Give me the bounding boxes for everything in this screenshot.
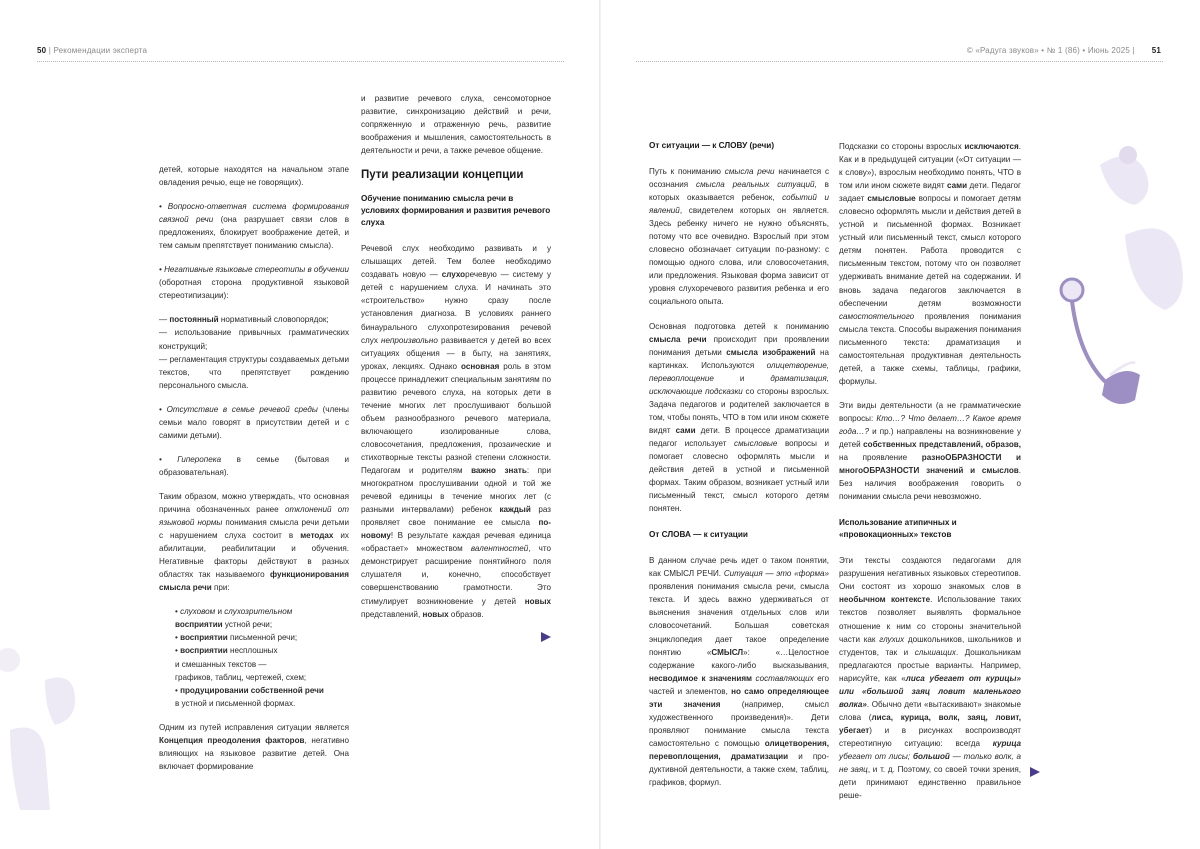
paragraph: Основная подготовка детей к пониманию смысла речи происходит при проявлении понимания детьми смысла изображений на картинках. Используются олицетворение, перевоплощение и драматизация, исключающие подсказки со стороны взрослых. Задача педагогов и родителей заключается в том, чтобы понять, ЧТО в том или ином сюжете видят сами дети. В процессе драматизации педагог использует смысловые вопросы и помогает словесно оформлять мысли и действия детей в устной и письменной формах. Таким образом, возникает устный или письменный текст, смысл которого детям понятен. xyxy=(649,321,830,514)
list-item: • слуховом и слухозрительном xyxy=(175,607,293,617)
list-item: — постоянный нормативный словопорядок; xyxy=(159,315,329,325)
paragraph: Таким образом, можно утверждать, что основная причина обозначенных ранее отклонений от языковой нормы понимания смысла речи детьми с нарушением слуха состоит в методах их абилитации, реабилитации и обучения. Негативные факторы действуют в разных областях так называемого функционирования смысла речи при: xyxy=(159,491,349,593)
list-item: • продуцировании собственной речи xyxy=(175,685,324,695)
paragraph: Эти тексты создаются педагогами для разрушения негативных языковых стереотипов. Они состоят из хорошо знакомых слов в необычном контексте. Использование таких текстов позволяет выявлять формальное отношение к ним со стороны значительной части как глухих дошкольников, школьников и студентов, так и слышащих. Дошкольникам предлагаются простые варианты. Например, нарисуйте, как «лиса убегает от курицы» или «большой заяц ловит маленького волка». Обычно дети «вытаскивают» знакомые слова (лиса, курица, волк, заяц, ловит, убегает) и в рисунках воспроизводят стереотипную ситуацию: всегда курица убегает от лисы; большой — только волк, а не заяц, и т. д. Поэтому, со своей точки зрения, дети принимают единственно правильное реше- xyxy=(839,556,1022,801)
column-1 xyxy=(159,163,349,773)
subsection-heading: Обучение пониманию смысла речи в условиях формирования и развития речевого слуха xyxy=(361,194,551,228)
stereotype-list xyxy=(159,313,349,391)
page-spine xyxy=(599,0,601,849)
paragraph: Эти виды деятельности (а не грамматические вопросы: Кто…? Что делает…? Какое время года…? и пр.) направлены на возникновение у детей собственных представлений, образов, на проявление разноОБРАЗНОСТИ и многоОБРАЗНОСТИ значений и смыслов. Без наличия воображения говорить о понимании смысла речи невозможно. xyxy=(839,400,1021,502)
paragraph: Речевой слух необходимо развивать и у слышащих детей. Тем более необходимо создавать новую — слухоречевую — систему у детей с нарушением слуха. И начинать это «строительство» нужно сразу после установления диагноза. В условиях раннего бинаурального слухопротезирования речевой слух непроизвольно развивается у детей во всех ситуациях общения — в быту, на занятиях, уроках, лекциях. Однако основная роль в этом процессе принадлежит специальным занятиям по развитию речевого слуха, на которых дети в течение многих лет прослушивают большой объем разнообразного речевого материала, включающего изолированные слова, словосочетания, предложения, прозаические и стихотворные тексты разной степени сложности. Педагогам и родителям важно знать: при многократном прослушивании одной и той же речевой единицы в течение многих лет (с разными интервалами) ребенок каждый раз проявляет свое понимание ее смысла по-новому! В результате каждая речевая единица «обрастает» множеством валентностей, что демонстрирует расширение понятийного поля слушателя и, конечно, способствует совершенствованию грамотности. Это стимулирует возникновение у детей новых представлений, новых образов. xyxy=(361,244,552,619)
list-item: • восприятии письменной речи; xyxy=(175,633,298,643)
paragraph: Подсказки со стороны взрослых исключаются. Как и в предыдущей ситуации («От ситуации — к слову»), взрослым необходимо понять, ЧТО в том или ином сюжете видят сами дети. Педагог задает смысловые вопросы и помогает детям словесно оформлять мысли и действия детей в устной и письменной формах. Возникает устный или письменный текст, смысл которого детям понятен. Работа проводится с письменным текстом, потому что он позволяет удерживать внимание детей на содержании. И вновь задача педагогов заключается в обеспечении детям возможности самостоятельного проявления понимания смысла текста. Способы выражения понимания письменного текста: драматизация и самостоятельная продуктивная деятельность детей, а также схемы, таблицы, графики, формулы. xyxy=(839,142,1021,386)
right-header-divider xyxy=(636,61,1163,62)
column-3 xyxy=(649,140,829,789)
paragraph: • Негативные языковые стереотипы в обучении (оборотная сторона продуктивной языковой стереотипизации): xyxy=(159,265,349,301)
subsection-heading: От СЛОВА — к ситуации xyxy=(649,530,748,540)
paragraph: Путь к пониманию смысла речи начинается с осознания смысла реальных ситуаций, в которых оказывается ребенок, событий и явлений, свидетелем которых он является. Здесь ребенку ничего не нужно объяснять, потому что все очевидно. Взрослый при этом словесно обозначает ситуации по-разному: с помощью одного слова, или словосочетания, или предложения. Языковая форма зависит от уровня слухоречевого развития ребенка и его социального опыта. xyxy=(649,167,830,307)
paragraph: Одним из путей исправления ситуации является Концепция преодоления факторов, негативно влияющих на языковое развитие детей. Она включает формирование xyxy=(159,722,349,771)
paragraph: В данном случае речь идет о таком понятии, как СМЫСЛ РЕЧИ. Ситуация — это «форма» проявления понимания смысла речи, смысла текста. И здесь важно удерживаться от выяснения значения отдельных слов или словосочетаний. Большая советская энциклопедия дает такое определение понятию «СМЫСЛ»: «…Целостное содержание какого-либо высказывания, несводимое к значениям составляющих его частей и элементов, но само определяющее эти значения (например, смысл художественного произведения)». Дети проявляют понимание смысла текста самостоятельно с помощью олицетворения, перевоплощения, драматизации и про-дуктивной деятельности, а также схем, таблиц, графиков, формул. xyxy=(649,556,829,788)
list-item: в устной и письменной формах. xyxy=(175,698,296,708)
list-item: восприятии устной речи; xyxy=(175,620,273,630)
right-page-header xyxy=(967,46,1161,55)
perception-list xyxy=(159,605,349,709)
paragraph: • Гиперопека в семье (бытовая и образовательная). xyxy=(159,454,349,477)
list-item: и смешанных текстов — xyxy=(175,659,267,669)
subsection-heading: От ситуации — к СЛОВУ (речи) xyxy=(649,141,775,150)
continue-arrow-icon xyxy=(1030,767,1040,777)
hearing-aid-decoration-right-icon xyxy=(1040,125,1200,425)
hearing-aid-decoration-left-icon xyxy=(0,640,95,810)
right-page-number: 51 xyxy=(1151,46,1161,55)
paragraph: детей, которые находятся на начальном этапе овладения речью, еще не говорящих). xyxy=(159,165,349,188)
continue-arrow-icon xyxy=(541,632,551,642)
paragraph: • Отсутствие в семье речевой среды (члены семьи мало говорят в присутствии детей и с самими детьми). xyxy=(159,404,349,440)
list-item: графиков, таблиц, чертежей, схем; xyxy=(175,672,307,682)
list-item: • восприятии несплошных xyxy=(175,646,278,656)
left-section-title: | Рекомендации эксперта xyxy=(48,46,148,55)
left-page-header xyxy=(37,46,147,55)
left-header-divider xyxy=(37,61,564,62)
column-2 xyxy=(361,92,551,621)
list-item: — регламентация структуры создаваемых детьми текстов, что препятствует рождению персонального смысла. xyxy=(159,354,349,390)
journal-info: © «Радуга звуков» • № 1 (86) • Июнь 2025 | xyxy=(966,46,1135,55)
list-item: — использование привычных грамматических конструкций; xyxy=(159,328,349,351)
paragraph: и развитие речевого слуха, сенсомоторное развитие, синхронизацию действий и речи, сопряженную и отраженную речь, развитие воображения и мышления, самостоятельность в деятельности и речи, а также речевое общение. xyxy=(361,94,551,156)
left-page-number: 50 xyxy=(37,46,47,55)
section-heading: Пути реализации концепции xyxy=(361,169,524,182)
paragraph: • Вопросно-ответная система формирования связной речи (она разрушает связи слов в предложениях, блокирует воображение детей, и тем самым препятствует пониманию смысла). xyxy=(159,202,349,251)
subsection-heading: Использование атипичных и «провокационных» текстов xyxy=(839,518,957,540)
column-4 xyxy=(839,140,1021,802)
